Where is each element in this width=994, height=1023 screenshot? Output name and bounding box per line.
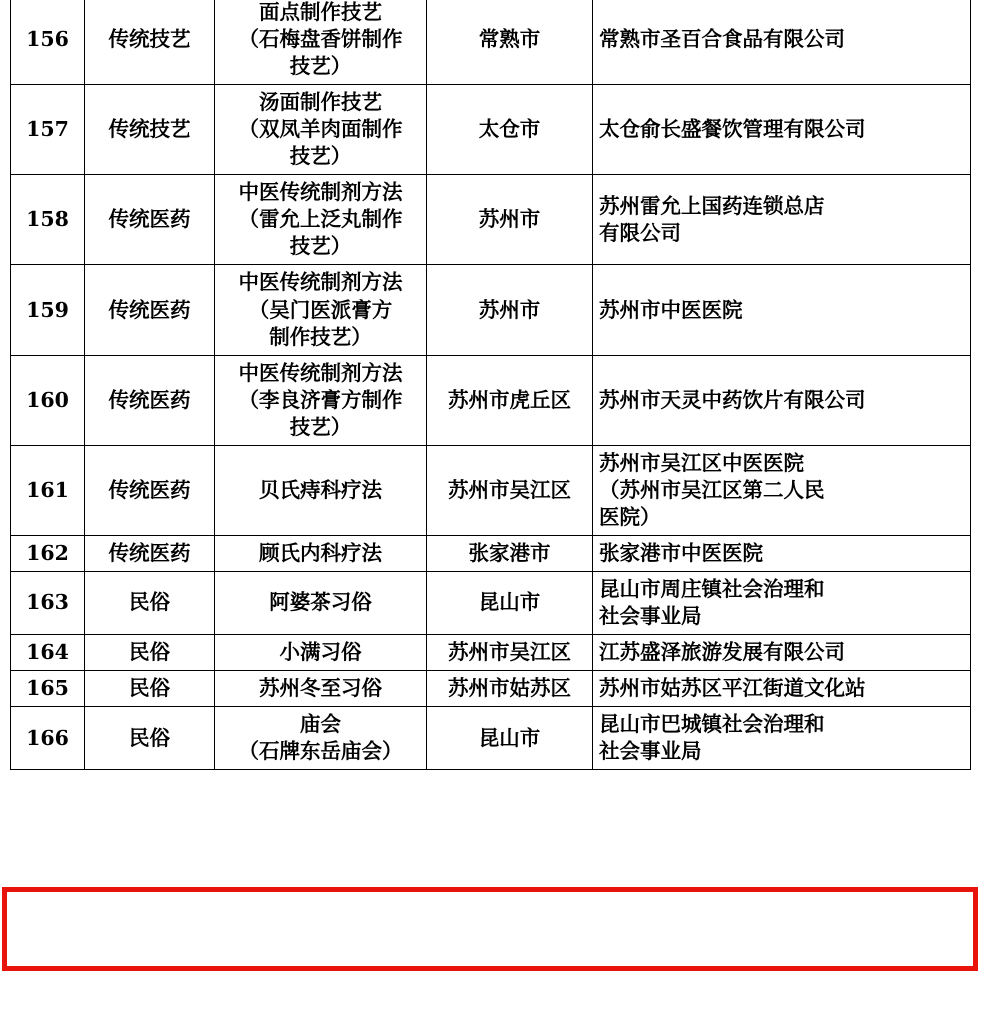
cell-serial-number: 163	[11, 571, 85, 634]
cell-protection-unit-line: 苏州市天灵中药饮片有限公司	[599, 387, 866, 412]
cell-project-name	[215, 445, 427, 535]
highlight-box	[2, 887, 978, 971]
cell-protection-unit	[593, 0, 971, 85]
cell-protection-unit	[593, 445, 971, 535]
cell-project-name-line: （石牌东岳庙会）	[238, 739, 403, 764]
cell-protection-unit	[593, 535, 971, 571]
cell-declaring-area: 苏州市吴江区	[427, 445, 593, 535]
cell-category: 传统医药	[85, 535, 215, 571]
cell-project-name-line: 中医传统制剂方法	[238, 360, 403, 385]
cell-serial-number: 158	[11, 175, 85, 265]
table-body	[11, 0, 971, 770]
table-row	[11, 635, 971, 671]
table-row	[11, 707, 971, 770]
table-row	[11, 175, 971, 265]
cell-project-name-line: 中医传统制剂方法	[238, 270, 403, 295]
heritage-items-table	[10, 0, 971, 770]
cell-category: 民俗	[85, 671, 215, 707]
cell-project-name	[215, 0, 427, 85]
cell-declaring-area: 张家港市	[427, 535, 593, 571]
cell-protection-unit-line: 苏州市中医医院	[599, 297, 743, 322]
cell-project-name	[215, 571, 427, 634]
cell-project-name	[215, 85, 427, 175]
cell-declaring-area: 昆山市	[427, 707, 593, 770]
cell-project-name-line: （雷允上泛丸制作	[238, 207, 403, 232]
cell-protection-unit-line: 医院）	[599, 504, 661, 529]
cell-serial-number: 164	[11, 635, 85, 671]
cell-project-name-line: 面点制作技艺	[259, 0, 382, 25]
cell-project-name-line: 技艺）	[289, 144, 352, 169]
cell-project-name	[215, 355, 427, 445]
cell-category: 传统技艺	[85, 85, 215, 175]
cell-project-name-line: 中医传统制剂方法	[238, 180, 403, 205]
cell-project-name-line: 制作技艺）	[269, 324, 372, 349]
cell-protection-unit-line: 张家港市中医医院	[599, 540, 763, 565]
cell-declaring-area: 常熟市	[427, 0, 593, 85]
cell-project-name-line: （双凤羊肉面制作	[238, 117, 403, 142]
cell-serial-number: 157	[11, 85, 85, 175]
cell-protection-unit-line: 苏州雷允上国药连锁总店	[599, 193, 825, 218]
cell-declaring-area: 苏州市吴江区	[427, 635, 593, 671]
cell-project-name-line: 技艺）	[289, 414, 352, 439]
cell-declaring-area: 苏州市虎丘区	[427, 355, 593, 445]
cell-protection-unit	[593, 175, 971, 265]
cell-declaring-area: 昆山市	[427, 571, 593, 634]
cell-category: 传统技艺	[85, 0, 215, 85]
cell-project-name	[215, 671, 427, 707]
cell-project-name-line: （石梅盘香饼制作	[238, 27, 403, 52]
cell-protection-unit-line: 苏州市姑苏区平江街道文化站	[599, 676, 866, 701]
cell-project-name-line: 阿婆茶习俗	[269, 590, 372, 615]
cell-protection-unit-line: 有限公司	[599, 220, 681, 245]
cell-protection-unit-line: 苏州市吴江区中医医院	[599, 450, 804, 475]
cell-category: 传统医药	[85, 445, 215, 535]
cell-serial-number: 162	[11, 535, 85, 571]
cell-serial-number: 160	[11, 355, 85, 445]
cell-category: 民俗	[85, 571, 215, 634]
cell-serial-number: 161	[11, 445, 85, 535]
table-row	[11, 535, 971, 571]
cell-protection-unit-line: 常熟市圣百合食品有限公司	[599, 27, 845, 52]
cell-declaring-area: 苏州市姑苏区	[427, 671, 593, 707]
cell-protection-unit-line: 太仓俞长盛餐饮管理有限公司	[599, 117, 866, 142]
table-row	[11, 85, 971, 175]
cell-project-name	[215, 635, 427, 671]
cell-project-name-line: 苏州冬至习俗	[259, 676, 382, 701]
cell-protection-unit-line: 江苏盛泽旅游发展有限公司	[599, 640, 845, 665]
cell-project-name-line: 顾氏内科疗法	[259, 540, 382, 565]
cell-project-name-line: （吴门医派膏方	[248, 297, 393, 322]
cell-protection-unit-line: 昆山市周庄镇社会治理和	[599, 576, 825, 601]
cell-project-name	[215, 535, 427, 571]
cell-declaring-area: 太仓市	[427, 85, 593, 175]
cell-serial-number: 159	[11, 265, 85, 355]
cell-project-name-line: 贝氏痔科疗法	[259, 477, 382, 502]
cell-declaring-area: 苏州市	[427, 175, 593, 265]
cell-protection-unit	[593, 355, 971, 445]
cell-project-name-line: 技艺）	[289, 54, 352, 79]
table-row	[11, 355, 971, 445]
cell-category: 民俗	[85, 707, 215, 770]
table-row	[11, 0, 971, 85]
cell-protection-unit	[593, 707, 971, 770]
cell-protection-unit	[593, 635, 971, 671]
cell-category: 传统医药	[85, 265, 215, 355]
cell-protection-unit-line: （苏州市吴江区第二人民	[599, 477, 825, 502]
cell-serial-number: 156	[11, 0, 85, 85]
cell-protection-unit	[593, 671, 971, 707]
cell-project-name-line: 小满习俗	[279, 640, 362, 665]
cell-protection-unit-line: 社会事业局	[599, 739, 702, 764]
table-row	[11, 671, 971, 707]
cell-category: 民俗	[85, 635, 215, 671]
table-row	[11, 265, 971, 355]
cell-category: 传统医药	[85, 175, 215, 265]
cell-serial-number: 165	[11, 671, 85, 707]
cell-protection-unit	[593, 265, 971, 355]
cell-project-name-line: （李良济膏方制作	[238, 387, 403, 412]
cell-project-name-line: 庙会	[300, 712, 341, 737]
cell-protection-unit	[593, 571, 971, 634]
cell-project-name	[215, 175, 427, 265]
cell-project-name	[215, 265, 427, 355]
cell-protection-unit	[593, 85, 971, 175]
cell-protection-unit-line: 社会事业局	[599, 603, 702, 628]
table-row	[11, 571, 971, 634]
cell-declaring-area: 苏州市	[427, 265, 593, 355]
table-row	[11, 445, 971, 535]
cell-project-name-line: 技艺）	[289, 234, 352, 259]
cell-serial-number: 166	[11, 707, 85, 770]
cell-project-name-line: 汤面制作技艺	[259, 90, 382, 115]
cell-protection-unit-line: 昆山市巴城镇社会治理和	[599, 712, 825, 737]
cell-project-name	[215, 707, 427, 770]
cell-category: 传统医药	[85, 355, 215, 445]
